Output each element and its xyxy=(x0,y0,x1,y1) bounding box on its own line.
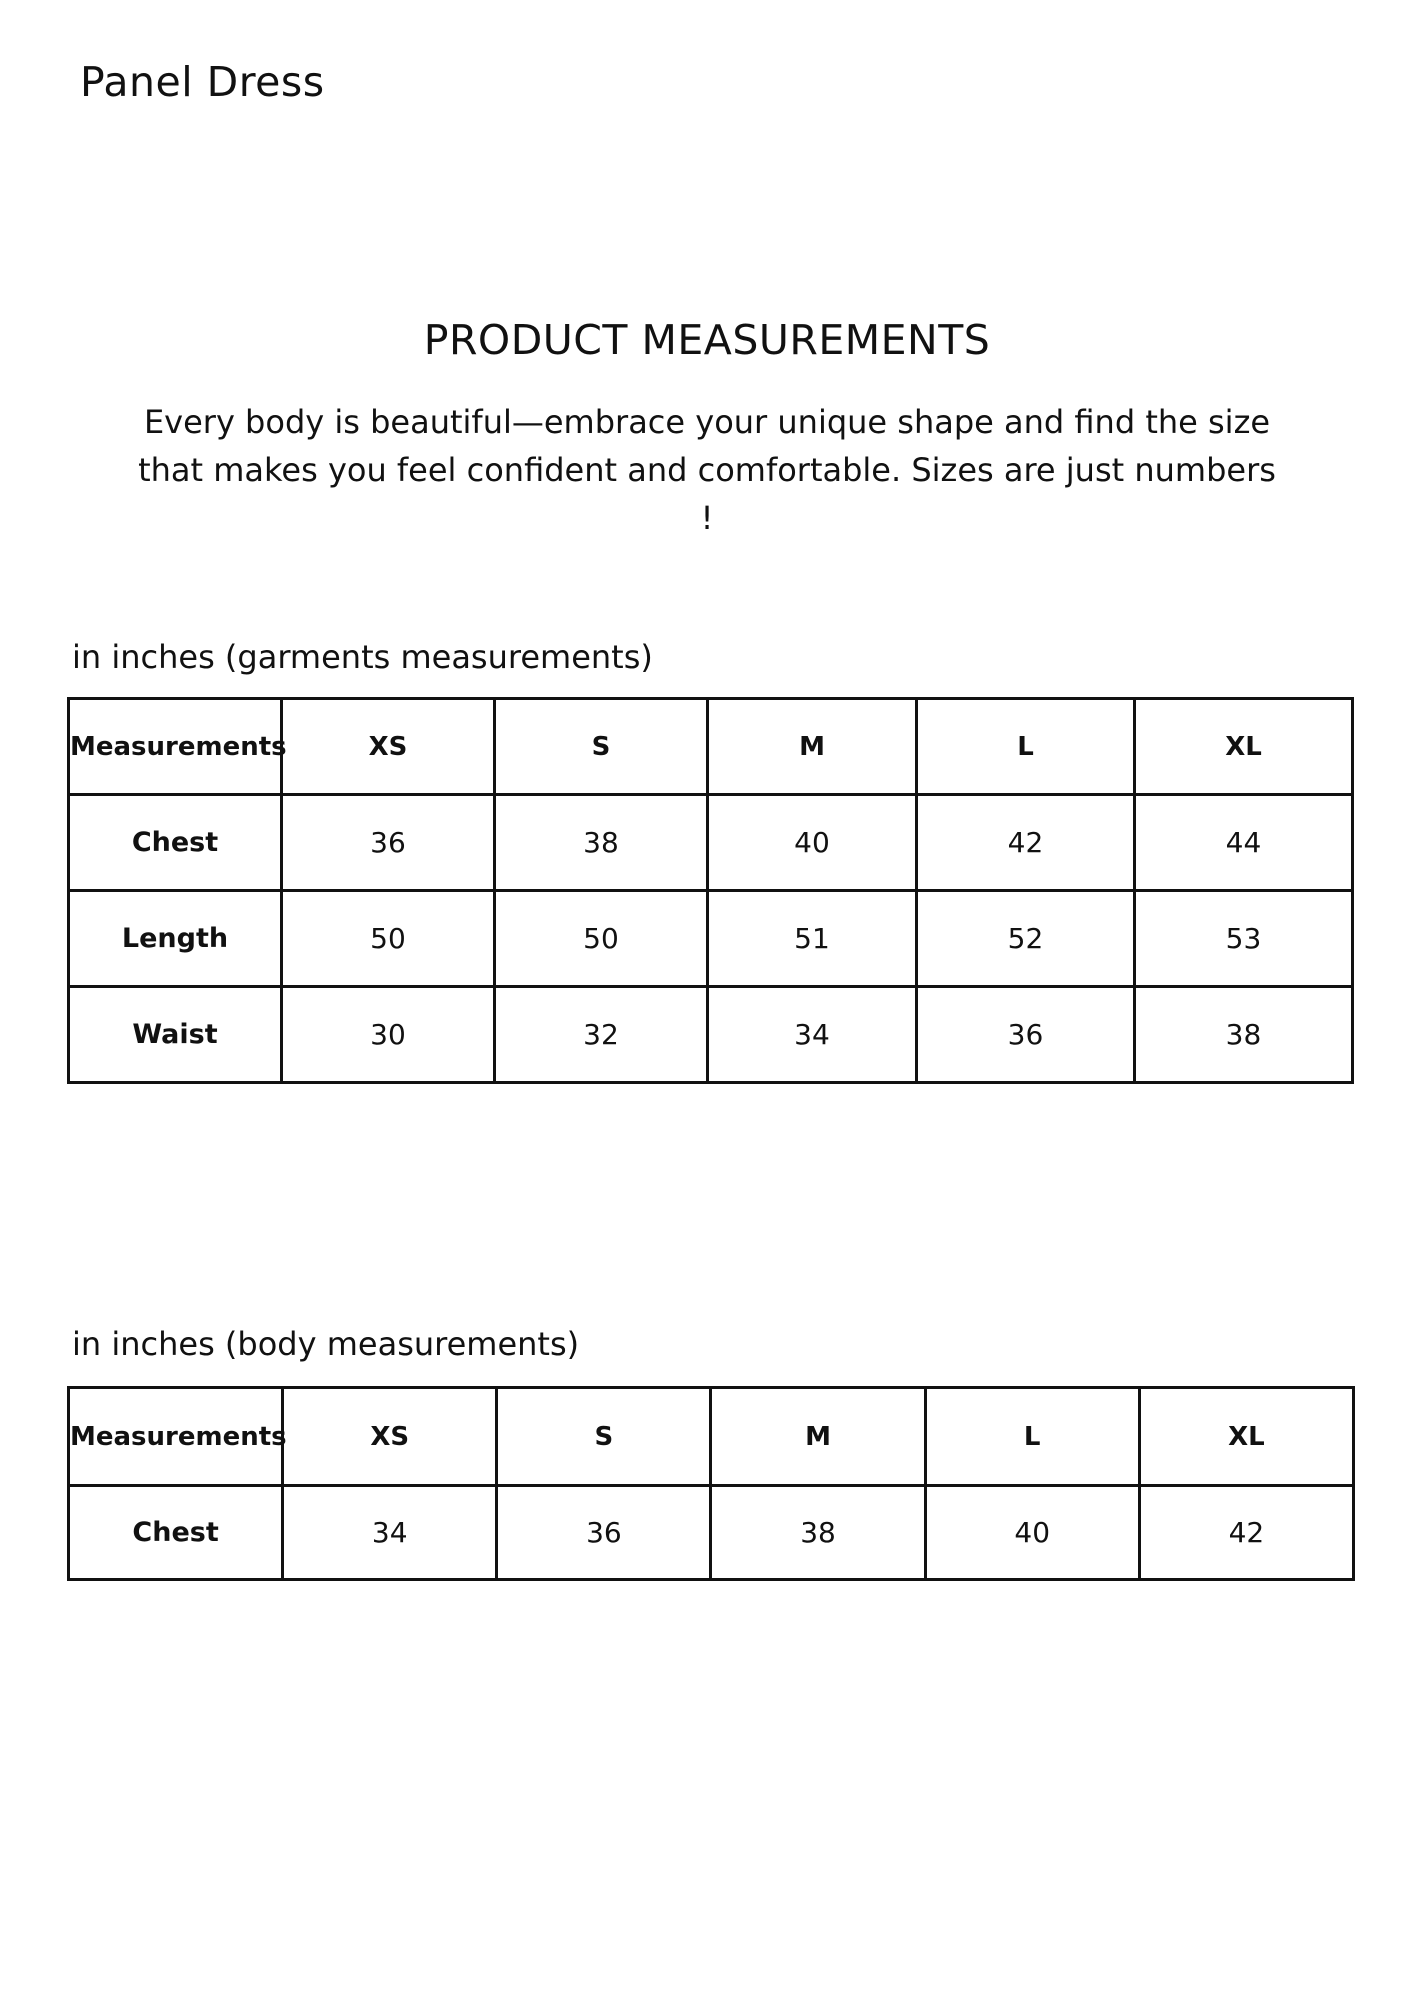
header-measurements: Measurements xyxy=(69,1388,283,1486)
table-cell: 34 xyxy=(708,987,917,1083)
table-cell: 42 xyxy=(1139,1486,1353,1580)
table-cell: 36 xyxy=(917,987,1135,1083)
table-row xyxy=(69,795,1353,891)
header-size-xs: XS xyxy=(282,699,495,795)
row-label-waist: Waist xyxy=(69,987,282,1083)
table-cell: 34 xyxy=(283,1486,497,1580)
table-cell: 52 xyxy=(917,891,1135,987)
header-size-xl: XL xyxy=(1135,699,1353,795)
product-name: Panel Dress xyxy=(80,58,325,106)
table-cell: 40 xyxy=(708,795,917,891)
row-label-chest: Chest xyxy=(69,795,282,891)
row-label-chest: Chest xyxy=(69,1486,283,1580)
header-size-l: L xyxy=(917,699,1135,795)
table-row xyxy=(69,1486,1354,1580)
table-header-row xyxy=(69,1388,1354,1486)
table-cell: 42 xyxy=(917,795,1135,891)
header-size-m: M xyxy=(711,1388,925,1486)
header-size-m: M xyxy=(708,699,917,795)
table-cell: 50 xyxy=(282,891,495,987)
table-cell: 32 xyxy=(495,987,708,1083)
header-size-l: L xyxy=(925,1388,1139,1486)
table-cell: 44 xyxy=(1135,795,1353,891)
garment-measurements-table xyxy=(67,697,1354,1084)
section-title: PRODUCT MEASUREMENTS xyxy=(423,316,991,364)
table-cell: 36 xyxy=(282,795,495,891)
header-size-s: S xyxy=(497,1388,711,1486)
table-cell: 40 xyxy=(925,1486,1139,1580)
table-cell: 53 xyxy=(1135,891,1353,987)
header-measurements: Measurements xyxy=(69,699,282,795)
table-cell: 38 xyxy=(495,795,708,891)
row-label-length: Length xyxy=(69,891,282,987)
body-measurements-table xyxy=(67,1386,1355,1581)
table-cell: 30 xyxy=(282,987,495,1083)
table-cell: 51 xyxy=(708,891,917,987)
intro-text: Every body is beautiful—embrace your unique shape and find the size that makes you feel confident and comfortable. Sizes are just numbers ! xyxy=(138,403,1276,537)
header-size-xl: XL xyxy=(1139,1388,1353,1486)
table-cell: 38 xyxy=(1135,987,1353,1083)
header-size-s: S xyxy=(495,699,708,795)
table-row xyxy=(69,891,1353,987)
table-cell: 38 xyxy=(711,1486,925,1580)
table-row xyxy=(69,987,1353,1083)
table-header-row xyxy=(69,699,1353,795)
table-cell: 36 xyxy=(497,1486,711,1580)
garment-table-caption: in inches (garments measurements) xyxy=(72,638,653,676)
body-table-caption: in inches (body measurements) xyxy=(72,1325,580,1363)
header-size-xs: XS xyxy=(283,1388,497,1486)
table-cell: 50 xyxy=(495,891,708,987)
